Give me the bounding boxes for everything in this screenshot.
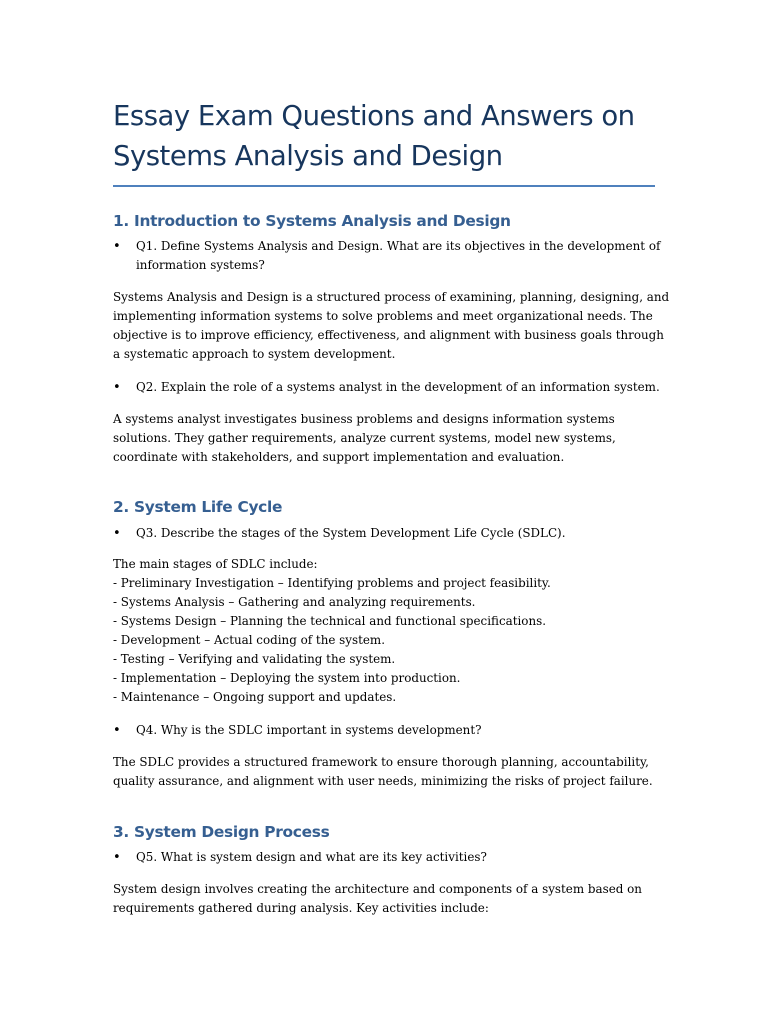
bullet-icon: • bbox=[113, 239, 121, 254]
question-text: Q4. Why is the SDLC important in systems development? bbox=[136, 723, 482, 737]
document-title bbox=[113, 96, 655, 176]
question-text: Q2. Explain the role of a systems analyst in the development of an information system. bbox=[136, 380, 660, 394]
question-q2 bbox=[113, 378, 660, 397]
answer-a1: Systems Analysis and Design is a structured process of examining, planning, designing, and implementing information systems to solve problems and meet organizational needs. The objective is to improve efficiency, effectiveness, and alignment with business goals through a systematic approach to system development. bbox=[113, 290, 670, 361]
answer-a3: The main stages of SDLC include: - Preliminary Investigation – Identifying problems and project feasibility. - Systems Analysis – Gathering and analyzing requirements. - Systems Design – Planning the technical and functional specifications. - Development – Actual coding of the system. - Testing – Verifying and validating the system. - Implementation – Deploying the system into production. - Maintenance – Ongoing support and updates. bbox=[113, 557, 551, 704]
title-line: Essay Exam Questions and Answers on bbox=[113, 100, 635, 132]
question-q1 bbox=[113, 237, 661, 275]
question-text: Q3. Describe the stages of the System Development Life Cycle (SDLC). bbox=[136, 526, 566, 540]
section-heading-1: 1. Introduction to Systems Analysis and Design bbox=[113, 212, 511, 230]
question-text: Q5. What is system design and what are its key activities? bbox=[136, 850, 487, 864]
question-text: Q1. Define Systems Analysis and Design. What are its objectives in the development of information systems? bbox=[136, 239, 661, 272]
bullet-icon: • bbox=[113, 380, 121, 395]
question-q3 bbox=[113, 524, 655, 543]
bullet-icon: • bbox=[113, 723, 121, 738]
answer-a2: A systems analyst investigates business problems and designs information systems solutions. They gather requirements, analyze current systems, model new systems, coordinate with stakeholders, and support implementation and evaluation. bbox=[113, 412, 616, 464]
question-q4 bbox=[113, 721, 655, 740]
question-q5 bbox=[113, 848, 655, 867]
section-heading-3: 3. System Design Process bbox=[113, 823, 330, 841]
bullet-icon: • bbox=[113, 526, 121, 541]
bullet-icon: • bbox=[113, 850, 121, 865]
title-underline bbox=[113, 185, 655, 187]
answer-a4: The SDLC provides a structured framework to ensure thorough planning, accountability, quality assurance, and alignment with user needs, minimizing the risks of project failure. bbox=[113, 755, 653, 788]
section-heading-2: 2. System Life Cycle bbox=[113, 498, 283, 516]
document-page bbox=[113, 96, 655, 187]
answer-a5: System design involves creating the architecture and components of a system based on requirements gathered during analysis. Key activities include: bbox=[113, 882, 642, 915]
title-line: Systems Analysis and Design bbox=[113, 140, 503, 172]
